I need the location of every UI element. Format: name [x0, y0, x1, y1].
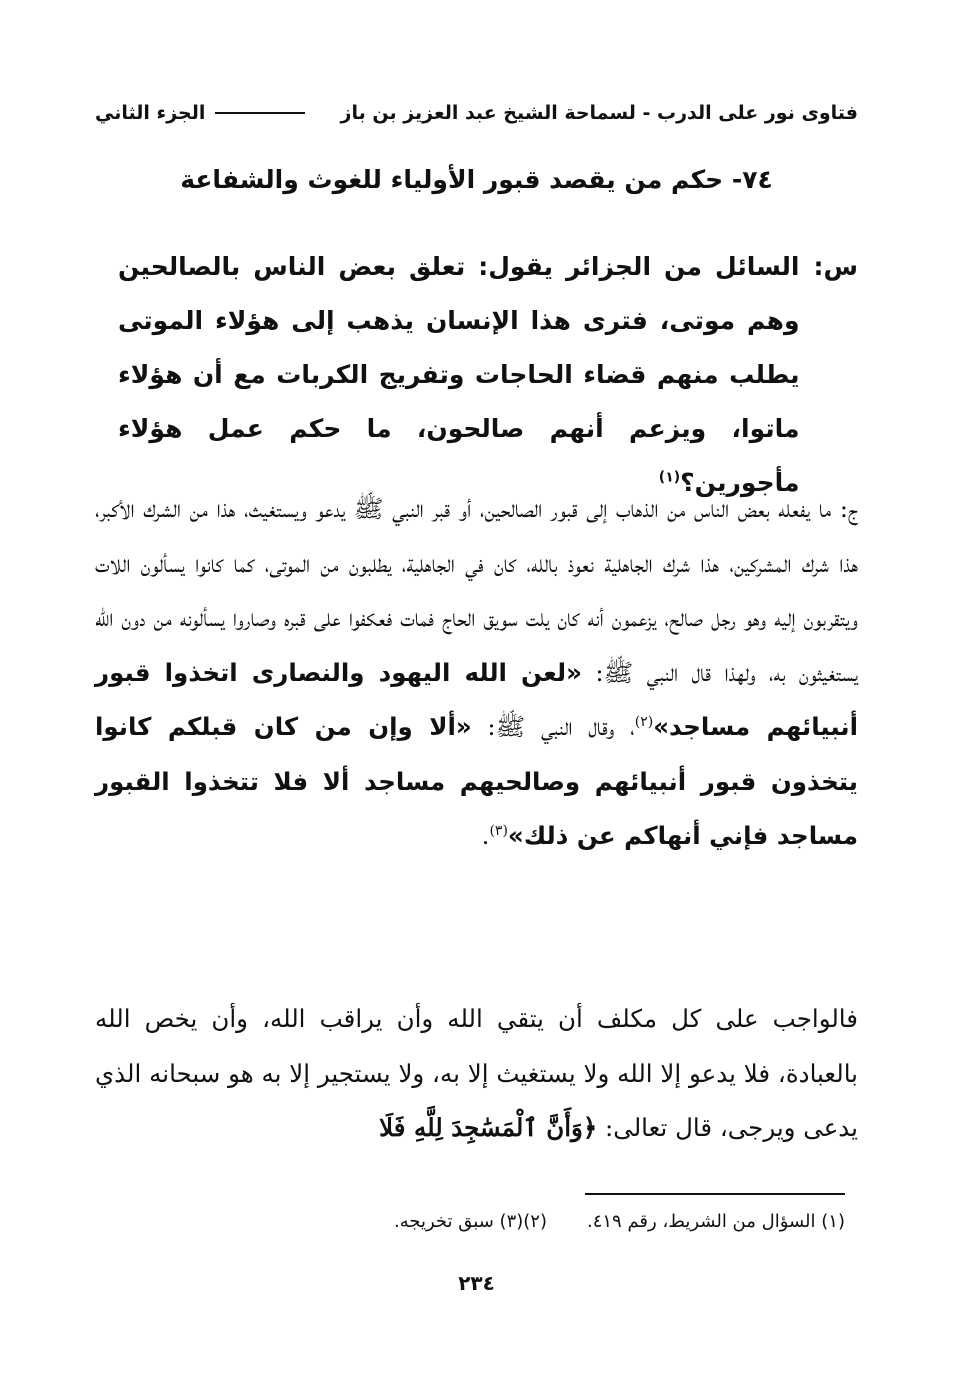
answer-end: . — [481, 821, 490, 850]
page-number: ٢٣٤ — [458, 1271, 495, 1295]
running-header — [95, 95, 858, 131]
volume-label: الجزء الثاني — [95, 102, 206, 124]
question-block — [118, 240, 858, 510]
hadith-quote-2: «ألا وإن من كان قبلكم كانوا يتخذون قبور أنبيائهم وصالحيهم مساجد ألا فلا تتخذوا القبور مساجد فإني أنهاكم عن ذلك» — [95, 712, 858, 850]
answer-intro: ج: ما يفعله بعض الناس من الذهاب إلى قبور الصالحين، أو قبر النبي ﷺ يدعو ويستغيث، هذا من الشرك الأكبر، هذا شرك المشركين، هذا شرك الجاهلية نعوذ بالله، كان في الجاهلية، يطلبون من الموتى، كما كانوا يسألون اللات ويتقربون إليه وهو رجل صالح، يزعمون أنه كان يلت سويق الحاج فمات فعكفوا على قبره وصاروا يسألونه من دون الله يستغيثون به، ولهذا قال النبي ﷺ: — [95, 494, 858, 687]
header-rule — [215, 112, 305, 114]
footnote-2-3: (٢)(٣) سبق تخريجه. — [394, 1211, 547, 1232]
quran-verse: ﴿وَأَنَّ ٱلْمَسَٰجِدَ لِلَّهِ فَلَا — [379, 1113, 598, 1142]
question-text: السائل من الجزائر يقول: تعلق بعض الناس بالصالحين وهم موتى، فترى هذا الإنسان يذهب إلى هؤلاء الموتى يطلب منهم قضاء الحاجات وتفريج الكربات مع أن هؤلاء ماتوا، ويزعم أنهم صالحون، ما حكم عمل هؤلاء مأجورين؟ — [118, 252, 800, 497]
paragraph2-text: فالواجب على كل مكلف أن يتقي الله وأن يراقب الله، وأن يخص الله بالعبادة، فلا يدعو إلا الله ولا يستغيث إلا به، ولا يستجير إلا به هو سبحانه الذي يدعى ويرجى، قال تعالى: — [95, 1004, 858, 1142]
second-paragraph — [95, 992, 858, 1156]
footnotes — [95, 1207, 845, 1237]
question-text-wrap — [118, 240, 800, 510]
footnote-separator — [585, 1193, 845, 1195]
footnote-ref-2[interactable]: (٢) — [634, 713, 654, 730]
footnote-ref-3[interactable]: (٣) — [489, 822, 508, 839]
answer-paragraph — [95, 482, 858, 864]
answer-connector: ، وقال النبي ﷺ: — [487, 712, 635, 741]
section-title: ٧٤- حكم من يقصد قبور الأولياء للغوث والشفاعة — [180, 165, 773, 194]
question-prefix: س: — [813, 252, 858, 281]
footnote-1: (١) السؤال من الشريط، رقم ٤١٩. — [586, 1211, 845, 1232]
footnote-ref-1[interactable]: (١) — [658, 469, 681, 486]
volume-label-wrap — [95, 102, 305, 124]
hadith-quote-1: «لعن الله اليهود والنصارى اتخذوا قبور أنبيائهم مساجد» — [95, 657, 858, 741]
book-title: فتاوى نور على الدرب - لسماحة الشيخ عبد العزيز بن باز — [340, 102, 858, 124]
